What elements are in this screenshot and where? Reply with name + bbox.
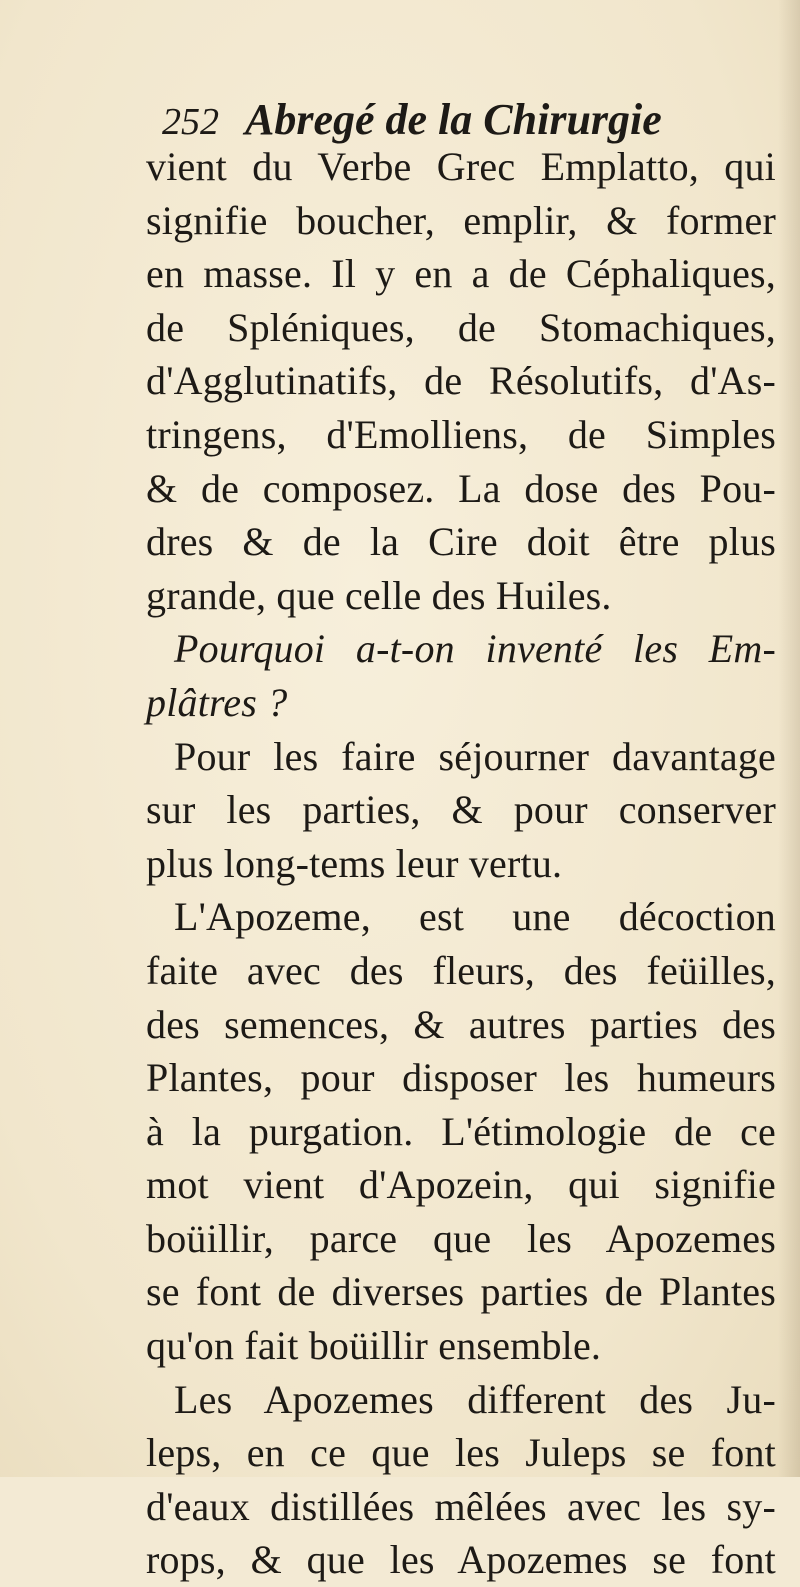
- text-line: d'eaux distillées mêlées avec les sy-: [146, 1483, 776, 1529]
- text-line: se font de diverses parties de Plantes: [146, 1269, 776, 1315]
- text-line: de Spléniques, de Stomachiques,: [146, 304, 776, 350]
- text-line: sur les parties, & pour conserver: [146, 787, 776, 833]
- text-line: grande, que celle des Huiles.: [146, 572, 612, 618]
- text-line: faite avec des fleurs, des feüilles,: [146, 947, 776, 993]
- text-line: leps, en ce que les Juleps se font: [146, 1430, 776, 1476]
- text-line: rops, & que les Apozemes se font: [146, 1537, 776, 1583]
- text-line: Pour les faire séjourner davantage: [174, 733, 776, 779]
- text-line: & de composez. La dose des Pou-: [146, 465, 776, 511]
- question-heading-line: plâtres ?: [146, 679, 288, 725]
- text-line: mot vient d'Apozein, qui signifie: [146, 1162, 776, 1208]
- text-line: L'Apozeme, est une décoction: [174, 894, 776, 940]
- question-heading-line: Pourquoi a-t-on inventé les Em-: [174, 626, 776, 672]
- page-gutter-shadow: [778, 0, 800, 1477]
- text-line: vient du Verbe Grec Emplatto, qui: [146, 144, 776, 189]
- text-line: tringens, d'Emolliens, de Simples: [146, 411, 776, 457]
- text-line: des semences, & autres parties des: [146, 1001, 776, 1047]
- page-number: 252: [162, 101, 219, 143]
- body-text: [146, 140, 776, 1587]
- text-line: Les Apozemes different des Ju-: [174, 1376, 776, 1422]
- text-line: dres & de la Cire doit être plus: [146, 519, 776, 565]
- text-line: à la purgation. L'étimologie de ce: [146, 1108, 776, 1154]
- text-line: boüillir, parce que les Apozemes: [146, 1215, 776, 1261]
- running-head-title: Abregé de la Chirurgie: [245, 95, 662, 144]
- text-line: signifie boucher, emplir, & former: [146, 197, 776, 243]
- text-line: d'Agglutinatifs, de Résolutifs, d'As-: [146, 358, 776, 404]
- text-line: Plantes, pour disposer les humeurs: [146, 1055, 776, 1101]
- text-line: en masse. Il y en a de Céphaliques,: [146, 251, 776, 297]
- text-line: qu'on fait boüillir ensemble.: [146, 1323, 602, 1369]
- text-line: plus long-tems leur vertu.: [146, 840, 563, 886]
